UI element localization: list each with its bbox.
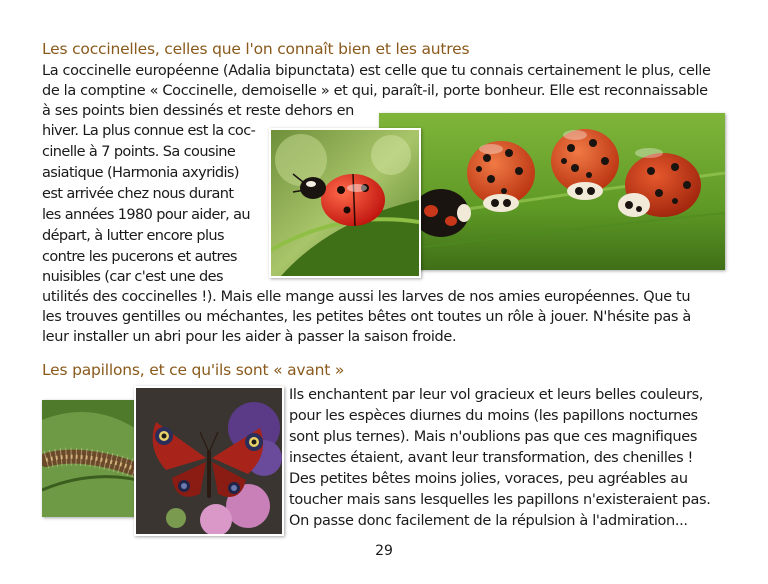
- caterpillar-photo: [42, 400, 138, 517]
- european-ladybird-photo: [269, 128, 421, 278]
- page-number: 29: [375, 543, 393, 559]
- paragraph-line: asiatique (Harmonia axyridis): [42, 165, 239, 181]
- paragraph-line: leur installer un abri pour les aider à passer la saison froide.: [42, 329, 457, 345]
- paragraph-line: La coccinelle européenne (Adalia bipunctata) est celle que tu connais certainement le plus, celle: [42, 63, 711, 79]
- peacock-butterfly-photo: [134, 386, 284, 536]
- paragraph-line: Des petites bêtes moins jolies, voraces, peu agréables au: [289, 471, 688, 487]
- paragraph-line: départ, à lutter encore plus: [42, 228, 224, 244]
- paragraph-line: Ils enchantent par leur vol gracieux et leurs belles couleurs,: [289, 387, 704, 403]
- paragraph-line: On passe donc facilement de la répulsion à l'admiration...: [289, 513, 688, 529]
- paragraph-line: toucher mais sans lesquelles les papillons n'existeraient pas.: [289, 492, 711, 508]
- paragraph-line: de la comptine « Coccinelle, demoiselle » et qui, paraît-il, porte bonheur. Elle est reconnaissable: [42, 83, 708, 99]
- paragraph-line: cinelle à 7 points. Sa cousine: [42, 144, 236, 160]
- section-heading-butterflies: Les papillons, et ce qu'ils sont « avant »: [42, 361, 345, 379]
- paragraph-line: contre les pucerons et autres: [42, 249, 237, 265]
- section-heading-ladybirds: Les coccinelles, celles que l'on connaît bien et les autres: [42, 40, 470, 58]
- paragraph-line: hiver. La plus connue est la coc-: [42, 123, 256, 139]
- paragraph-line: insectes étaient, avant leur transformation, des chenilles !: [289, 450, 694, 466]
- paragraph-line: pour les espèces diurnes du moins (les papillons nocturnes: [289, 408, 698, 424]
- asian-ladybirds-photo: [379, 113, 725, 270]
- paragraph-line: les années 1980 pour aider, au: [42, 207, 251, 223]
- paragraph-line: sont plus ternes). Mais n'oublions pas que ces magnifiques: [289, 429, 698, 445]
- paragraph-line: à ses points bien dessinés et reste dehors en: [42, 103, 354, 119]
- paragraph-line: est arrivée chez nous durant: [42, 186, 234, 202]
- paragraph-line: utilités des coccinelles !). Mais elle mange aussi les larves de nos amies européennes. Que tu: [42, 289, 691, 305]
- paragraph-line: les trouves gentilles ou méchantes, les petites bêtes ont toutes un rôle à jouer. N'hésite pas à: [42, 309, 691, 325]
- paragraph-line: nuisibles (car c'est une des: [42, 269, 223, 285]
